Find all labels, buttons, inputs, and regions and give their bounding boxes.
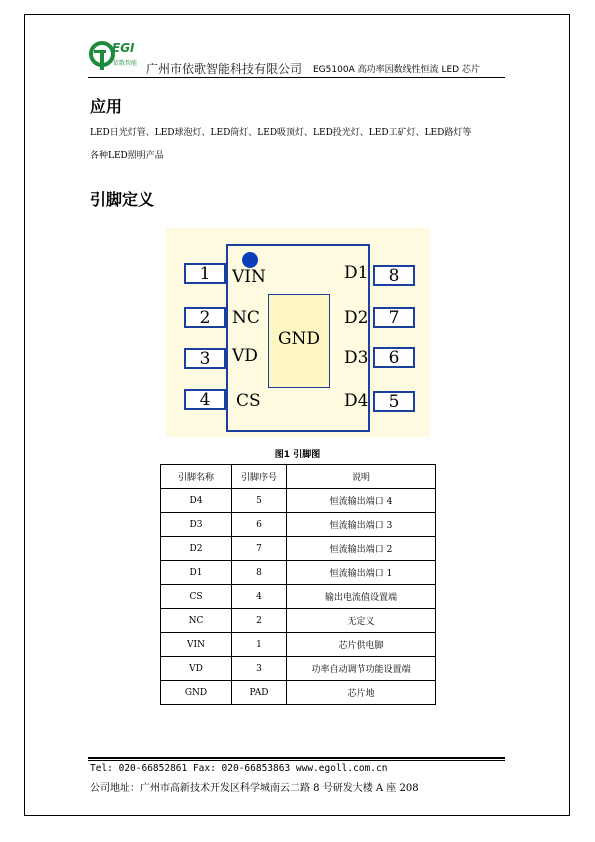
footer-rule-thick: [88, 757, 505, 759]
table-row: [161, 561, 436, 585]
footer-address: 公司地址：广州市高新技术开发区科学城南云二路 8 号研发大楼 A 座 208: [90, 783, 419, 794]
product-title: EG5100A 高功率因数线性恒流 LED 芯片: [313, 65, 480, 75]
pad-label: GND: [277, 329, 321, 349]
pin-label-cs: CS: [236, 391, 261, 411]
pin-3: 3: [184, 348, 226, 369]
pin-label-vin: VIN: [232, 267, 266, 287]
footer-contact: Tel: 020-66852861 Fax: 020-66853863 www.egoll.com.cn: [90, 763, 388, 774]
table-header: 说明: [287, 465, 436, 489]
logo-sub: 依歌智能: [113, 60, 138, 67]
pin-label-vd: VD: [232, 346, 258, 366]
pin-6: 6: [373, 347, 415, 368]
table-cell: VIN: [161, 633, 232, 657]
table-row: [161, 489, 436, 513]
table-row: [161, 657, 436, 681]
table-row: [161, 537, 436, 561]
pin-label-d2: D2: [344, 308, 369, 328]
table-cell: PAD: [232, 681, 287, 705]
table-header: 引脚名称: [161, 465, 232, 489]
table-cell: 输出电流值设置端: [287, 585, 436, 609]
table-cell: D1: [161, 561, 232, 585]
pin-label-d4: D4: [344, 391, 369, 411]
table-cell: 芯片地: [287, 681, 436, 705]
table-cell: 8: [232, 561, 287, 585]
table-cell: 无定义: [287, 609, 436, 633]
table-cell: D3: [161, 513, 232, 537]
figure-caption: 图1 引脚图: [274, 450, 321, 460]
pin-label-d1: D1: [344, 263, 369, 283]
pin-diagram: [166, 228, 430, 437]
table-cell: 芯片供电脚: [287, 633, 436, 657]
table-cell: D2: [161, 537, 232, 561]
table-cell: 7: [232, 537, 287, 561]
table-header: 引脚序号: [232, 465, 287, 489]
header-rule: [88, 77, 505, 78]
pin-5: 5: [373, 391, 415, 412]
company-logo: [88, 38, 148, 78]
logo-text: EGI: [112, 41, 135, 55]
table-cell: 恒流输出端口 3: [287, 513, 436, 537]
table-header-row: [161, 465, 436, 489]
table-cell: VD: [161, 657, 232, 681]
pin1-marker: [242, 252, 258, 268]
section-title-application: 应用: [90, 97, 123, 116]
table-cell: 恒流输出端口 4: [287, 489, 436, 513]
table-cell: 1: [232, 633, 287, 657]
table-cell: 5: [232, 489, 287, 513]
table-row: [161, 681, 436, 705]
pin-1: 1: [184, 263, 226, 284]
table-cell: GND: [161, 681, 232, 705]
table-cell: 恒流输出端口 1: [287, 561, 436, 585]
application-line-1: LED日光灯管、LED球泡灯、LED筒灯、LED吸顶灯、LED投光灯、LED工矿灯、LED路灯等: [90, 128, 472, 138]
pin-4: 4: [184, 389, 226, 410]
table-row: [161, 585, 436, 609]
table-cell: 3: [232, 657, 287, 681]
footer-rule-thin: [88, 760, 505, 761]
table-row: [161, 609, 436, 633]
company-name: 广州市依歌智能科技有限公司: [146, 62, 303, 76]
pin-2: 2: [184, 307, 226, 328]
pin-label-nc: NC: [232, 308, 260, 328]
pin-7: 7: [373, 307, 415, 328]
table-cell: NC: [161, 609, 232, 633]
table-cell: D4: [161, 489, 232, 513]
gnd-pad: [268, 294, 330, 388]
table-cell: 2: [232, 609, 287, 633]
table-cell: 4: [232, 585, 287, 609]
table-cell: 6: [232, 513, 287, 537]
table-row: [161, 633, 436, 657]
pin-8: 8: [373, 265, 415, 286]
table-row: [161, 513, 436, 537]
application-line-2: 各种LED照明产品: [90, 151, 164, 161]
table-cell: 功率自动调节功能设置端: [287, 657, 436, 681]
table-cell: 恒流输出端口 2: [287, 537, 436, 561]
section-title-pins: 引脚定义: [90, 190, 155, 209]
pin-table: [160, 464, 436, 705]
table-cell: CS: [161, 585, 232, 609]
page-header: [88, 38, 500, 78]
pin-label-d3: D3: [344, 348, 369, 368]
